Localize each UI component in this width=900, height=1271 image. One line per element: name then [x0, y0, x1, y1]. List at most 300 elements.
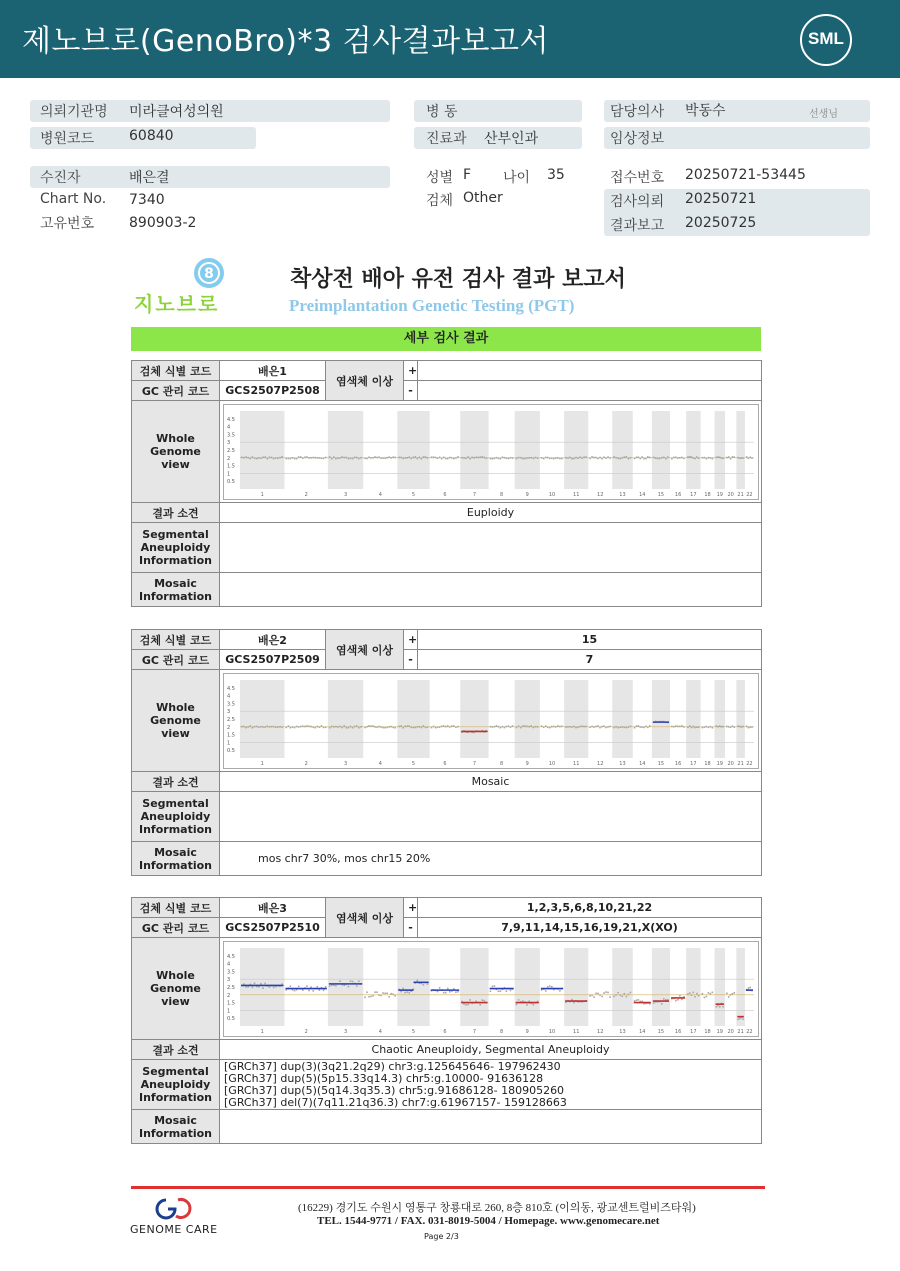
copy-number-point — [252, 986, 254, 988]
whole-genome-label: Whole Genome view — [132, 938, 220, 1040]
copy-number-point — [585, 725, 587, 727]
copy-number-point — [683, 726, 685, 728]
y-tick-label: 3.5 — [227, 431, 235, 438]
copy-number-point — [704, 456, 706, 458]
copy-number-point — [343, 725, 345, 727]
copy-number-point — [710, 725, 712, 727]
copy-number-point — [388, 725, 390, 727]
y-tick-label: 0.5 — [227, 478, 235, 485]
copy-number-point — [533, 1003, 535, 1005]
chromosome-label: 19 — [716, 1028, 723, 1035]
chromosome-band — [612, 948, 633, 1026]
copy-number-point — [561, 725, 563, 727]
copy-number-point — [273, 725, 275, 727]
header-bar — [0, 0, 900, 78]
copy-number-point — [749, 726, 751, 728]
copy-number-point — [333, 456, 335, 458]
chromosome-label: 3 — [343, 760, 348, 767]
genome-plot — [223, 941, 759, 1037]
chromosome-band — [715, 411, 726, 489]
copy-number-point — [722, 457, 724, 459]
copy-number-point — [321, 725, 323, 727]
minus-sign: - — [404, 918, 418, 938]
chromosome-label: 3 — [343, 1028, 348, 1035]
copy-number-point — [372, 725, 374, 727]
copy-number-point — [691, 994, 693, 996]
copy-number-point — [366, 725, 368, 727]
gc-code-label: GC 관리 코드 — [132, 381, 220, 401]
copy-number-point — [626, 456, 628, 458]
chromosome-band — [397, 680, 429, 758]
copy-number-point — [343, 984, 345, 986]
copy-number-point — [298, 456, 300, 458]
chromosome-band — [564, 411, 588, 489]
copy-number-point — [323, 457, 325, 459]
copy-number-point — [388, 996, 390, 998]
copy-number-point — [516, 1003, 518, 1005]
chromosome-label: 5 — [411, 1028, 416, 1035]
copy-number-point — [457, 456, 459, 458]
copy-number-point — [254, 982, 256, 984]
y-tick-label: 4.5 — [227, 953, 235, 960]
copy-number-point — [279, 456, 281, 458]
copy-number-point — [524, 725, 526, 727]
copy-number-point — [607, 991, 609, 993]
copy-number-point — [557, 725, 559, 727]
copy-number-point — [339, 457, 341, 459]
chromosome-label: 16 — [674, 1028, 682, 1035]
copy-number-point — [402, 987, 404, 989]
copy-number-point — [496, 725, 498, 727]
copy-number-point — [350, 457, 352, 459]
loss-chromosomes — [418, 381, 762, 401]
copy-number-point — [469, 999, 471, 1001]
copy-number-point — [737, 456, 739, 458]
sml-logo-text: SML — [808, 29, 844, 48]
copy-number-point — [319, 457, 321, 459]
chromosome-band — [240, 680, 284, 758]
copy-number-point — [500, 990, 502, 992]
copy-number-point — [518, 999, 520, 1001]
clinical-label: 임상정보 — [610, 131, 665, 147]
copy-number-point — [589, 726, 591, 728]
copy-number-point — [571, 998, 573, 1000]
department-label: 진료과 — [426, 131, 467, 147]
copy-number-point — [415, 456, 417, 458]
copy-number-point — [386, 726, 388, 728]
chromosome-label: 2 — [304, 491, 308, 498]
chromosome-band — [328, 680, 363, 758]
copy-number-point — [400, 725, 402, 727]
copy-number-point — [547, 456, 549, 458]
copy-number-point — [492, 985, 494, 987]
copy-number-point — [490, 457, 492, 459]
copy-number-point — [290, 985, 292, 987]
copy-number-point — [425, 726, 427, 728]
copy-number-point — [639, 726, 641, 728]
copy-number-point — [694, 995, 696, 997]
copy-number-point — [260, 982, 262, 984]
copy-number-point — [455, 457, 457, 459]
copy-number-point — [398, 725, 400, 727]
copy-number-point — [290, 726, 292, 728]
copy-number-point — [630, 991, 632, 993]
copy-number-point — [717, 725, 719, 727]
copy-number-point — [498, 457, 500, 459]
copy-number-point — [479, 456, 481, 458]
copy-number-point — [559, 457, 561, 459]
copy-number-point — [421, 457, 423, 459]
copy-number-point — [247, 986, 249, 988]
copy-number-point — [260, 457, 262, 459]
chromosome-label: 11 — [573, 760, 580, 767]
examinee-value: 배은결 — [129, 170, 170, 186]
chromosome-label: 5 — [411, 491, 416, 498]
copy-number-point — [439, 456, 441, 458]
copy-number-point — [329, 456, 331, 458]
copy-number-point — [321, 457, 323, 459]
copy-number-point — [520, 726, 522, 728]
copy-number-point — [441, 725, 443, 727]
copy-number-point — [617, 457, 619, 459]
copy-number-point — [356, 985, 358, 987]
result-value: Euploidy — [220, 503, 762, 523]
copy-number-point — [671, 725, 673, 727]
copy-number-point — [530, 725, 532, 727]
copy-number-point — [496, 456, 498, 458]
copy-number-point — [370, 457, 372, 459]
copy-number-point — [595, 725, 597, 727]
copy-number-point — [595, 992, 597, 994]
copy-number-point — [748, 987, 750, 989]
copy-number-point — [649, 725, 651, 727]
chromosome-band — [736, 411, 745, 489]
copy-number-point — [419, 725, 421, 727]
report-title: 제노브로(GenoBro)*3 검사결과보고서 — [22, 24, 549, 59]
copy-number-point — [323, 989, 325, 991]
copy-number-point — [425, 456, 427, 458]
copy-number-point — [453, 725, 455, 727]
chromosome-label: 22 — [746, 491, 753, 498]
copy-number-point — [712, 726, 714, 728]
copy-number-point — [613, 995, 615, 997]
copy-number-point — [406, 991, 408, 993]
copy-number-point — [463, 457, 465, 459]
copy-number-point — [687, 456, 689, 458]
copy-number-point — [423, 456, 425, 458]
result-value: Chaotic Aneuploidy, Segmental Aneuploidy — [220, 1040, 762, 1060]
chromosome-label: 11 — [573, 1028, 580, 1035]
chromosome-band — [652, 411, 670, 489]
chromosome-label: 6 — [443, 491, 447, 498]
copy-number-point — [733, 456, 735, 458]
copy-number-point — [447, 457, 449, 459]
copy-number-point — [593, 996, 595, 998]
copy-number-point — [746, 725, 748, 727]
copy-number-point — [673, 725, 675, 727]
copy-number-point — [645, 725, 647, 727]
copy-number-point — [423, 983, 425, 985]
copy-number-point — [427, 726, 429, 728]
segmental-value — [220, 792, 762, 842]
copy-number-point — [741, 457, 743, 459]
report-subheading: Preimplantation Genetic Testing (PGT) — [289, 296, 575, 315]
copy-number-point — [615, 725, 617, 727]
copy-number-point — [609, 996, 611, 998]
genome-plot — [223, 673, 759, 769]
copy-number-point — [352, 457, 354, 459]
copy-number-point — [583, 725, 585, 727]
copy-number-point — [408, 456, 410, 458]
chromosome-label: 13 — [619, 760, 626, 767]
copy-number-point — [258, 986, 260, 988]
copy-number-point — [302, 989, 304, 991]
chromosome-label: 1 — [260, 491, 264, 498]
copy-number-point — [290, 457, 292, 459]
copy-number-point — [465, 1004, 467, 1006]
copy-number-point — [490, 725, 492, 727]
chromosome-label: 15 — [657, 760, 665, 767]
copy-number-point — [443, 456, 445, 458]
copy-number-point — [310, 725, 312, 727]
copy-number-point — [437, 990, 439, 992]
copy-number-point — [545, 456, 547, 458]
copy-number-point — [352, 980, 354, 982]
chart-no-value: 7340 — [129, 192, 165, 208]
chromosome-band — [564, 680, 588, 758]
copy-number-point — [300, 456, 302, 458]
copy-number-point — [677, 725, 679, 727]
mosaic-value: mos chr7 30%, mos chr15 20% — [220, 842, 762, 876]
examinee-row-bg — [30, 166, 390, 188]
copy-number-point — [551, 986, 553, 988]
copy-number-point — [607, 456, 609, 458]
copy-number-point — [749, 456, 751, 458]
copy-number-point — [354, 456, 356, 458]
copy-number-point — [726, 725, 728, 727]
copy-number-point — [300, 725, 302, 727]
copy-number-point — [502, 725, 504, 727]
copy-number-point — [742, 457, 744, 459]
copy-number-point — [435, 726, 437, 728]
minus-sign: - — [404, 650, 418, 670]
copy-number-point — [730, 457, 732, 459]
footer-address: (16229) 경기도 수원시 영통구 창룡대로 260, 8층 810호 (이의동, 광교센트럴비즈타워) — [298, 1202, 696, 1214]
genome-plot — [223, 404, 759, 500]
copy-number-chart — [224, 405, 758, 499]
copy-number-point — [630, 725, 632, 727]
report-date-value: 20250725 — [685, 215, 757, 231]
chromosome-band — [397, 948, 429, 1026]
copy-number-point — [366, 457, 368, 459]
copy-number-point — [702, 726, 704, 728]
copy-number-point — [494, 457, 496, 459]
copy-number-point — [691, 456, 693, 458]
chrom-abn-label: 염색체 이상 — [326, 898, 404, 938]
y-tick-label: 1.5 — [227, 1000, 235, 1007]
sex-value: F — [463, 167, 472, 183]
copy-number-point — [302, 457, 304, 459]
chromosome-band — [652, 680, 670, 758]
copy-number-point — [545, 990, 547, 992]
copy-number-point — [526, 457, 528, 459]
copy-number-point — [605, 457, 607, 459]
copy-number-point — [368, 456, 370, 458]
embryo-table-2 — [131, 629, 762, 876]
chromosome-band — [397, 411, 429, 489]
genome-care-logo-text: GENOME CARE — [130, 1223, 218, 1236]
copy-number-point — [522, 725, 524, 727]
copy-number-point — [254, 725, 256, 727]
department-value: 산부인과 — [484, 131, 539, 147]
copy-number-point — [726, 456, 728, 458]
copy-number-point — [638, 456, 640, 458]
copy-number-point — [689, 725, 691, 727]
copy-number-point — [500, 726, 502, 728]
copy-number-point — [742, 725, 744, 727]
copy-number-point — [296, 725, 298, 727]
copy-number-point — [708, 726, 710, 728]
copy-number-point — [702, 456, 704, 458]
age-value: 35 — [547, 167, 565, 183]
mosaic-label: Mosaic Information — [132, 1110, 220, 1144]
copy-number-point — [348, 457, 350, 459]
gc-code-label: GC 관리 코드 — [132, 918, 220, 938]
chromosome-band — [460, 411, 488, 489]
copy-number-point — [358, 726, 360, 728]
copy-number-point — [609, 725, 611, 727]
plus-sign: + — [404, 898, 418, 918]
chromosome-label: 13 — [619, 491, 626, 498]
copy-number-point — [508, 457, 510, 459]
copy-number-point — [294, 457, 296, 459]
copy-number-point — [518, 725, 520, 727]
copy-number-point — [526, 725, 528, 727]
copy-number-point — [522, 457, 524, 459]
copy-number-point — [692, 725, 694, 727]
chromosome-band — [686, 411, 700, 489]
copy-number-point — [288, 725, 290, 727]
copy-number-point — [469, 457, 471, 459]
copy-number-point — [331, 725, 333, 727]
copy-number-point — [266, 725, 268, 727]
copy-number-point — [567, 457, 569, 459]
receipt-value: 20250721-53445 — [685, 167, 806, 183]
copy-number-point — [543, 726, 545, 728]
copy-number-point — [749, 986, 751, 988]
copy-number-point — [657, 457, 659, 459]
copy-number-point — [639, 457, 641, 459]
copy-number-point — [728, 725, 730, 727]
chromosome-label: 20 — [727, 760, 734, 767]
copy-number-point — [696, 726, 698, 728]
copy-number-point — [719, 1006, 721, 1008]
copy-number-point — [569, 456, 571, 458]
copy-number-point — [376, 991, 378, 993]
copy-number-point — [392, 726, 394, 728]
copy-number-point — [298, 726, 300, 728]
copy-number-point — [247, 456, 249, 458]
chromosome-label: 18 — [704, 760, 711, 767]
copy-number-point — [659, 457, 661, 459]
chromosome-label: 10 — [548, 491, 556, 498]
copy-number-point — [368, 725, 370, 727]
copy-number-point — [647, 456, 649, 458]
copy-number-chart — [224, 942, 758, 1036]
copy-number-point — [643, 726, 645, 728]
copy-number-point — [325, 986, 327, 988]
copy-number-point — [508, 725, 510, 727]
copy-number-point — [498, 990, 500, 992]
copy-number-point — [559, 990, 561, 992]
copy-number-point — [641, 456, 643, 458]
chromosome-label: 21 — [737, 1028, 744, 1035]
copy-number-point — [262, 987, 264, 989]
copy-number-point — [427, 983, 429, 985]
copy-number-point — [298, 985, 300, 987]
copy-number-point — [412, 456, 414, 458]
doctor-label: 담당의사 — [610, 104, 665, 120]
specimen-code-label: 검체 식별 코드 — [132, 898, 220, 918]
chromosome-label: 9 — [525, 491, 529, 498]
copy-number-point — [337, 457, 339, 459]
copy-number-point — [408, 991, 410, 993]
gc-code-value: GCS2507P2508 — [220, 381, 326, 401]
copy-number-point — [358, 980, 360, 982]
segmental-line: [GRCh37] dup(5)(5p15.33q14.3) chr5:g.10000- 91636128 — [224, 1071, 544, 1085]
institution-label: 의뢰기관명 — [40, 104, 108, 120]
chromosome-band — [686, 680, 700, 758]
copy-number-point — [306, 725, 308, 727]
copy-number-point — [691, 726, 693, 728]
copy-number-point — [455, 726, 457, 728]
copy-number-point — [636, 999, 638, 1001]
copy-number-point — [577, 726, 579, 728]
copy-number-point — [547, 985, 549, 987]
copy-number-point — [621, 726, 623, 728]
copy-number-point — [433, 725, 435, 727]
genome-plot-cell — [220, 670, 762, 772]
copy-number-point — [706, 995, 708, 997]
chart-no-label: Chart No. — [40, 191, 107, 207]
section-title: 세부 검사 결과 — [131, 327, 761, 351]
copy-number-point — [269, 986, 271, 988]
copy-number-point — [634, 1000, 636, 1002]
chromosome-label: 16 — [674, 760, 682, 767]
copy-number-point — [494, 725, 496, 727]
copy-number-point — [696, 992, 698, 994]
copy-number-point — [254, 457, 256, 459]
copy-number-point — [671, 457, 673, 459]
y-tick-label: 3 — [227, 976, 231, 983]
copy-number-point — [613, 726, 615, 728]
y-tick-label: 2.5 — [227, 984, 235, 991]
copy-number-point — [689, 992, 691, 994]
copy-number-point — [346, 456, 348, 458]
copy-number-point — [623, 456, 625, 458]
copy-number-point — [288, 457, 290, 459]
copy-number-point — [541, 989, 543, 991]
copy-number-point — [241, 456, 243, 458]
copy-number-point — [312, 456, 314, 458]
ward-label: 병 동 — [426, 104, 458, 120]
copy-number-point — [528, 725, 530, 727]
copy-number-point — [419, 456, 421, 458]
copy-number-point — [739, 725, 741, 727]
age-label: 나이 — [503, 170, 531, 186]
copy-number-point — [751, 457, 753, 459]
copy-number-point — [269, 726, 271, 728]
